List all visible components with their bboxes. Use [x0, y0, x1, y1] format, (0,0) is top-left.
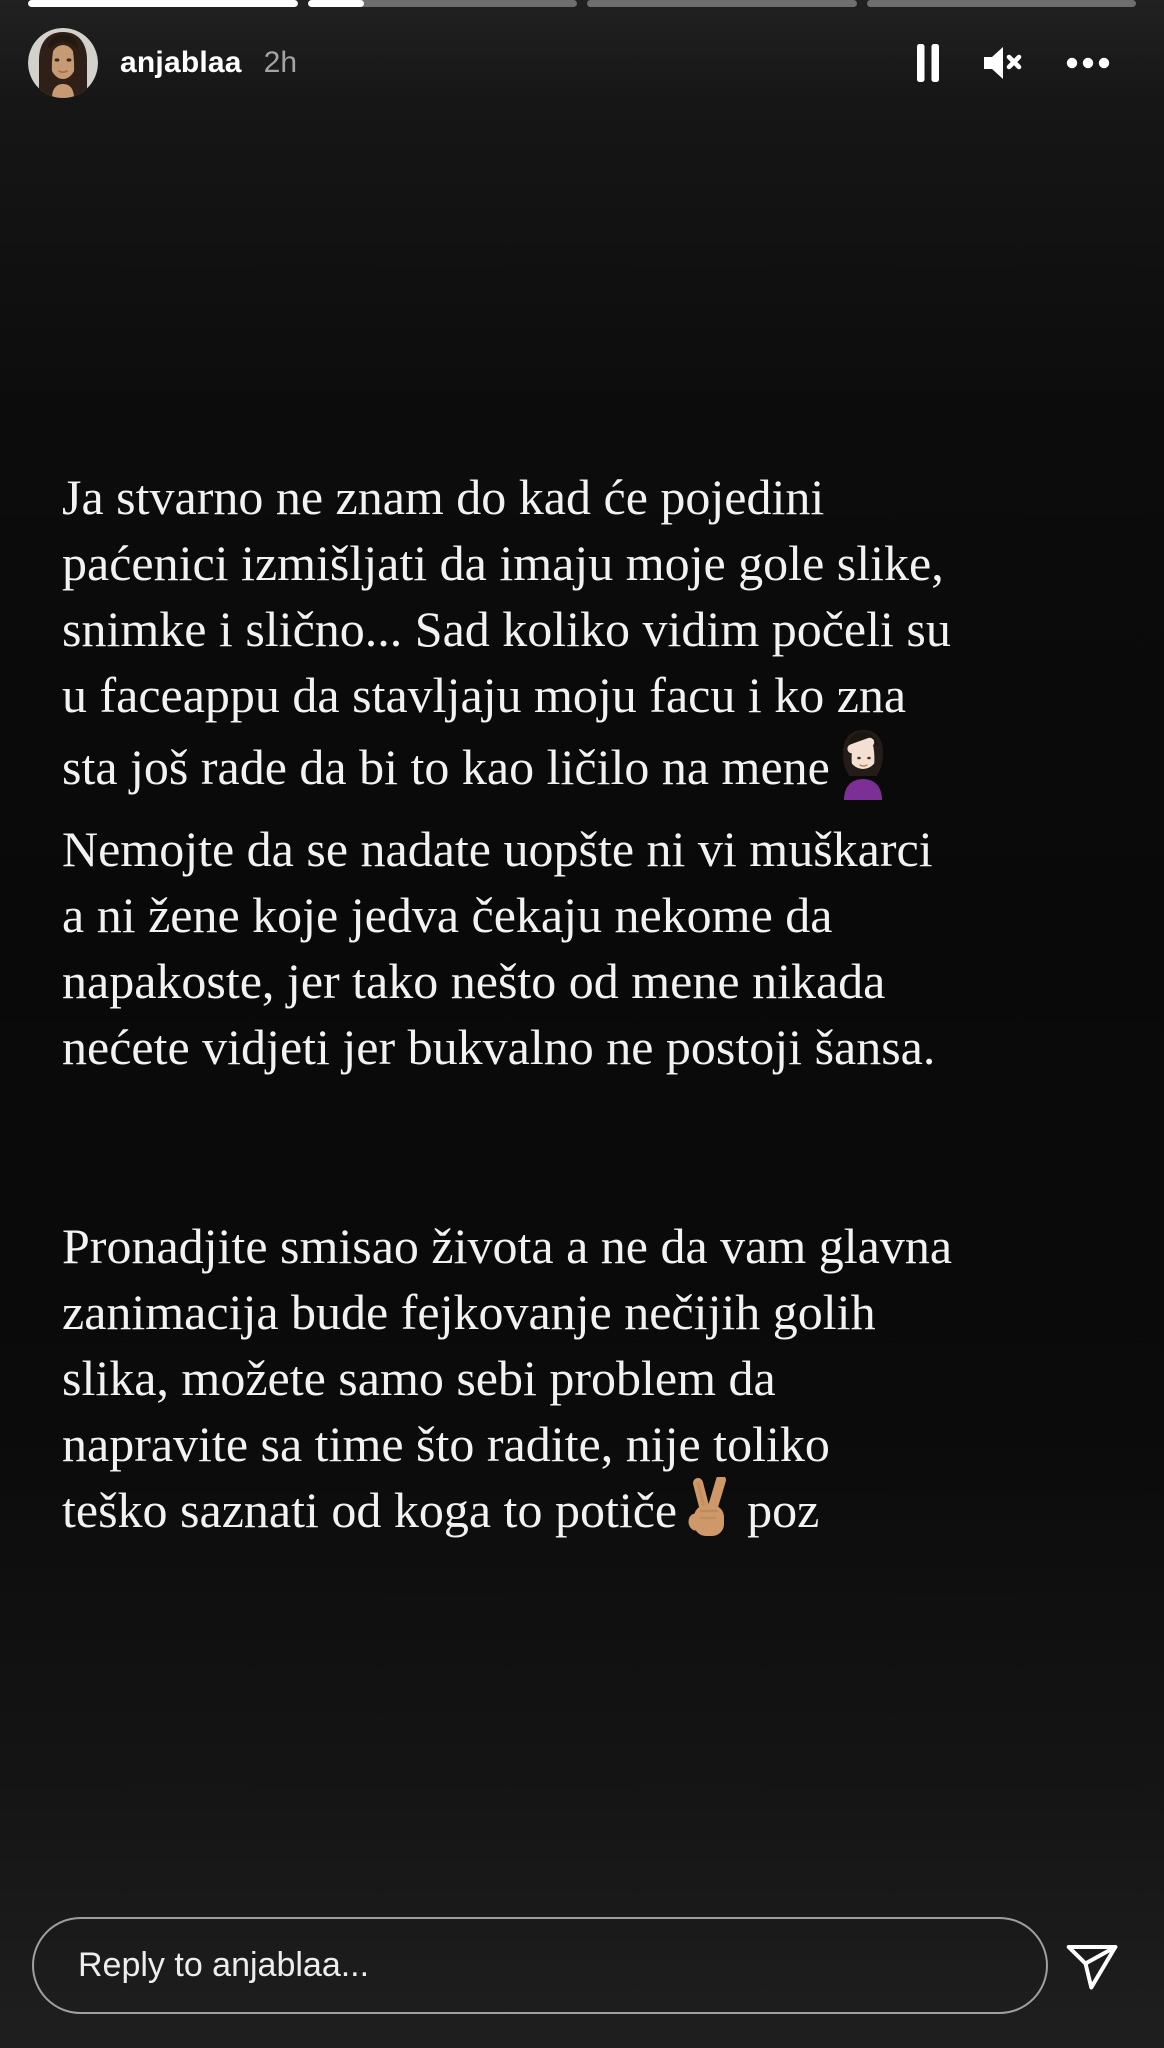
text-line: a ni žene koje jedva čekaju nekome da	[62, 887, 833, 943]
text-line: Ja stvarno ne znam do kad će pojedini	[62, 469, 825, 525]
text-line-content: sta još rade da bi to kao ličilo na mene	[62, 739, 830, 795]
avatar-image	[28, 28, 98, 98]
story-progress-bar	[28, 0, 1136, 7]
reply-bar	[32, 1917, 1048, 2014]
paper-plane-icon	[1064, 1940, 1120, 1996]
mute-button[interactable]	[982, 45, 1024, 81]
progress-segment	[867, 0, 1137, 7]
paragraph-2	[62, 1213, 1144, 1555]
text-line-content: teško saznati od koga to potiče	[62, 1482, 678, 1538]
story-text	[62, 464, 1144, 1555]
more-options-button[interactable]	[1066, 57, 1110, 69]
text-line: nećete vidjeti jer bukvalno ne postoji šansa.	[62, 1019, 936, 1075]
text-line: paćenici izmišljati da imaju moje gole slike,	[62, 535, 944, 591]
pause-icon	[916, 44, 940, 82]
progress-segment	[308, 0, 578, 7]
username[interactable]: anjablaa	[120, 46, 242, 79]
victory-hand-emoji	[685, 1477, 733, 1555]
header-controls	[916, 44, 1110, 82]
progress-segment	[587, 0, 857, 7]
text-line	[62, 1477, 1144, 1555]
text-line: napakoste, jer tako nešto od mene nikada	[62, 953, 886, 1009]
text-line: Pronadjite smisao života a ne da vam glavna	[62, 1218, 953, 1274]
paragraph-1	[62, 464, 1144, 1080]
pause-button[interactable]	[916, 44, 940, 82]
share-button[interactable]	[1062, 1938, 1122, 1998]
avatar[interactable]	[28, 28, 98, 98]
reply-input[interactable]	[34, 1946, 1046, 1985]
text-line: zanimacija bude fejkovanje nečijih golih	[62, 1284, 876, 1340]
story-header	[28, 28, 1110, 98]
text-line: snimke i slično... Sad koliko vidim počeli su	[62, 601, 951, 657]
text-line-content: poz	[747, 1482, 820, 1538]
muted-speaker-icon	[982, 45, 1024, 81]
text-line	[62, 728, 1144, 816]
timestamp: 2h	[263, 46, 298, 79]
progress-segment	[28, 0, 298, 7]
woman-facepalming-emoji	[836, 728, 890, 816]
text-line: slika, možete samo sebi problem da	[62, 1350, 776, 1406]
ellipsis-icon	[1066, 57, 1110, 69]
text-line: u faceappu da stavljaju moju facu i ko zna	[62, 667, 907, 723]
text-line: Nemojte da se nadate uopšte ni vi muškarci	[62, 821, 933, 877]
text-line: napravite sa time što radite, nije toliko	[62, 1416, 830, 1472]
